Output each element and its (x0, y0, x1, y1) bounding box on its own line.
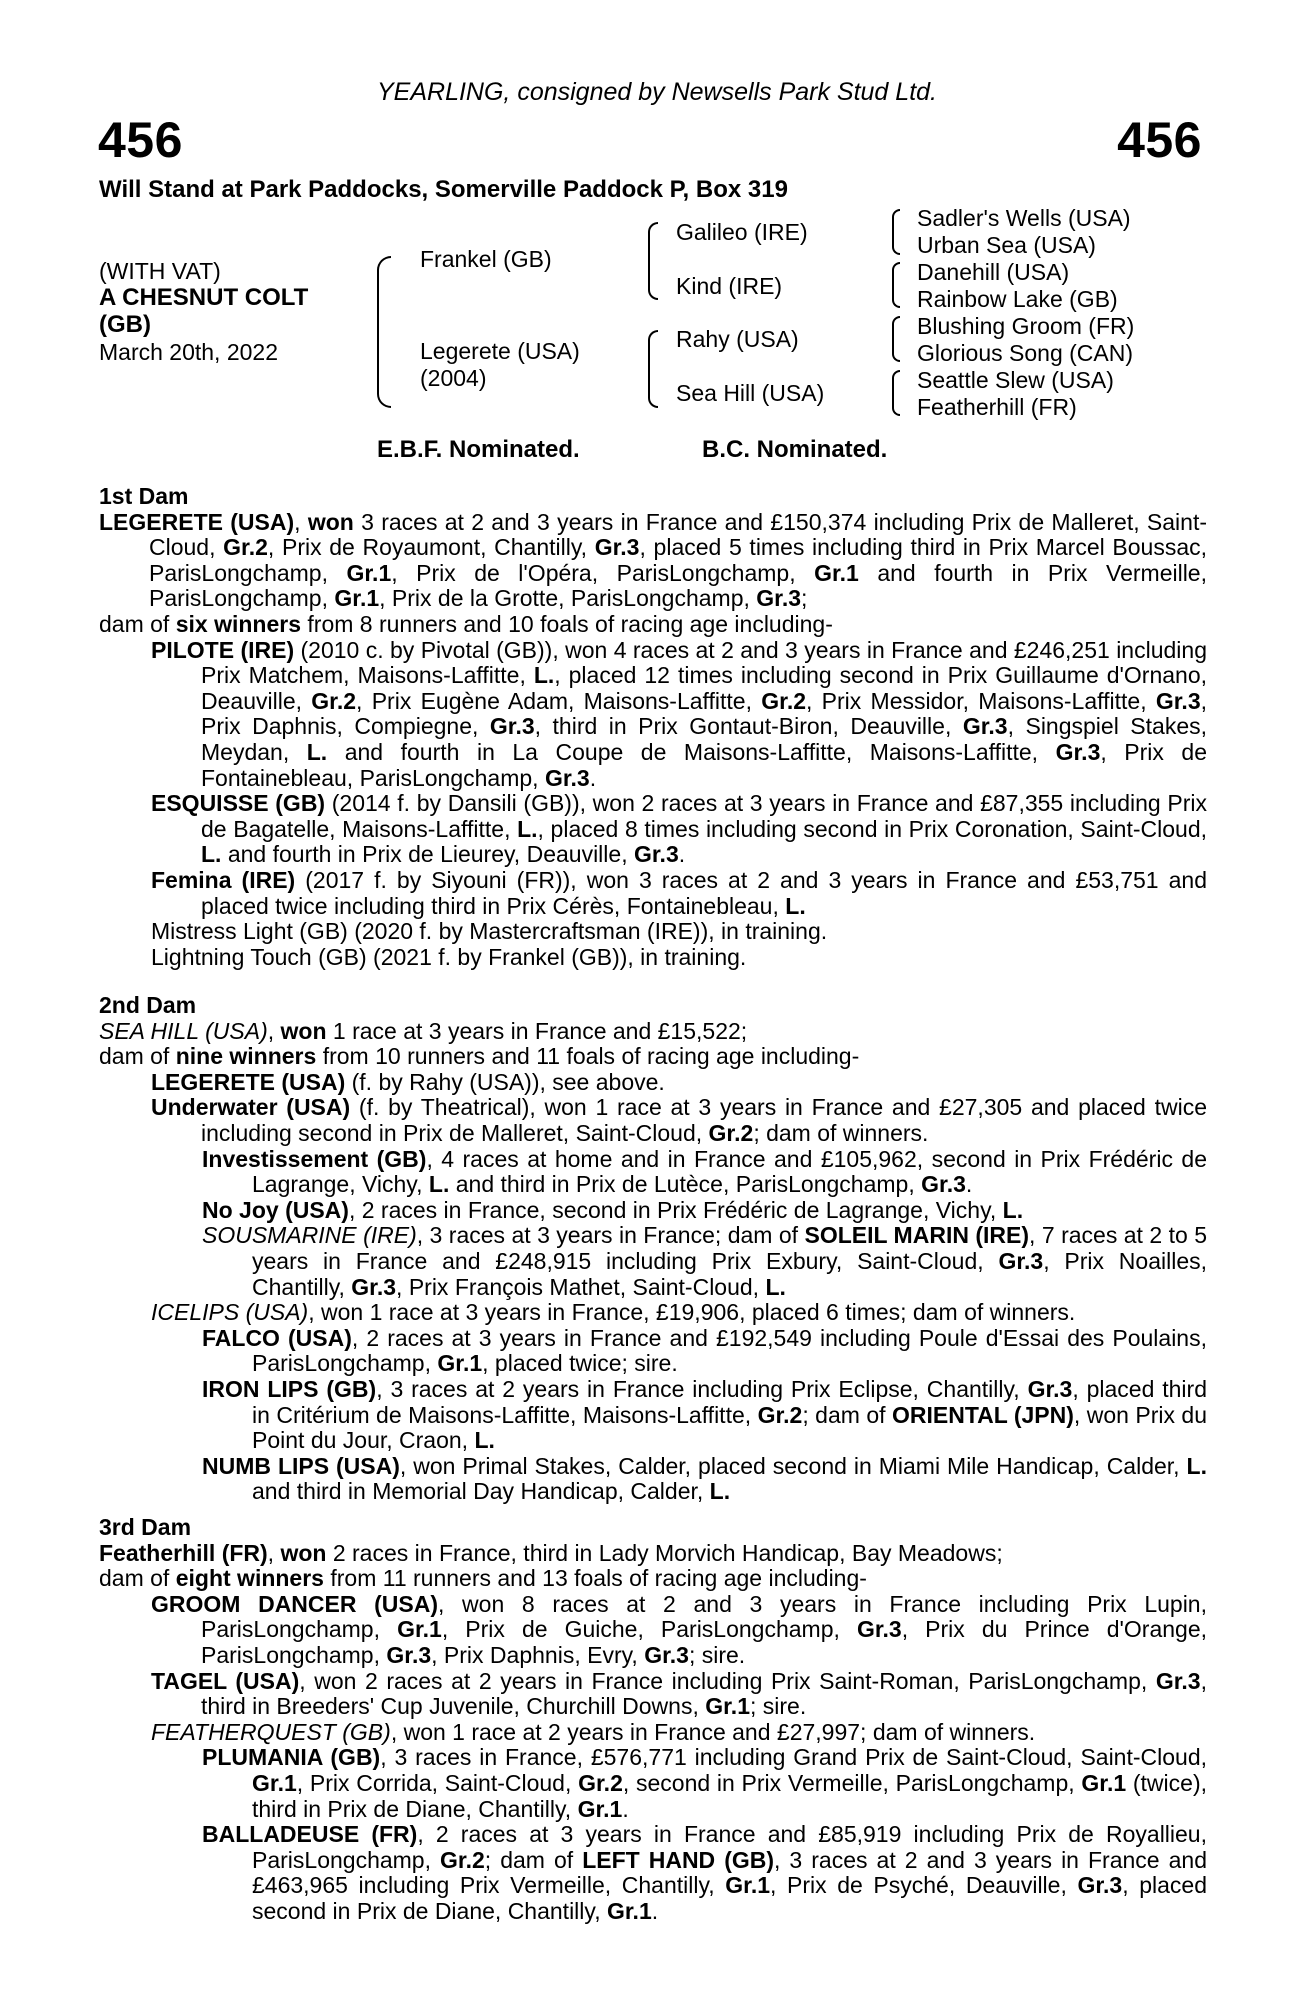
produce-entry: Lightning Touch (GB) (2021 f. by Frankel (GB)), in training. (151, 943, 747, 970)
produce-entry: PLUMANIA (GB), 3 races in France, £576,771 including Grand Prix de Saint-Cloud, Saint-Cloud, Gr.1, Prix Corrida, Saint-Cloud, Gr.2, second in Prix Vermeille, ParisLongchamp, Gr.1 (twice), third in Prix de Diane, Chantilly, Gr.1. (202, 1744, 1208, 1822)
third-dam-section (99, 1515, 1207, 1925)
great-grandparent: Rainbow Lake (GB) (917, 286, 1118, 312)
produce-entry: Underwater (USA) (f. by Theatrical), won 1 race at 3 years in France and £27,305 and placed twice including second in Prix de Malleret, Saint-Cloud, Gr.2; dam of winners. (151, 1094, 1207, 1146)
ebf-nomination: E.B.F. Nominated. (377, 436, 580, 463)
vat-note: (WITH VAT) (99, 258, 221, 284)
stand-location: Will Stand at Park Paddocks, Somerville Paddock P, Box 319 (99, 176, 788, 203)
consignment-line: YEARLING, consigned by Newsells Park Stud Ltd. (377, 78, 937, 106)
great-grandparent: Glorious Song (CAN) (917, 340, 1134, 366)
pedigree-brace (377, 256, 391, 408)
bc-nomination: B.C. Nominated. (702, 436, 888, 463)
produce-entry: No Joy (USA), 2 races in France, second in Prix Frédéric de Lagrange, Vichy, L. (202, 1196, 1024, 1223)
great-grandparent: Urban Sea (USA) (917, 232, 1096, 258)
produce-summary: dam of nine winners from 10 runners and 11 foals of racing age including- (99, 1043, 860, 1070)
second-dam-section (99, 993, 1207, 1505)
produce-entry: GROOM DANCER (USA), won 8 races at 2 and 3 years in France including Prix Lupin, ParisLongchamp, Gr.1, Prix de Guiche, ParisLongchamp, Gr.3, Prix du Prince d'Orange, ParisLongchamp, Gr.3, Prix Daphnis, Evry, Gr.3; sire. (151, 1590, 1208, 1668)
granddam-2: Sea Hill (USA) (676, 380, 825, 406)
grandsire-1: Galileo (IRE) (676, 219, 808, 245)
produce-entry: Mistress Light (GB) (2020 f. by Mastercraftsman (IRE)), in training. (151, 918, 828, 945)
produce-entry: BALLADEUSE (FR), 2 races at 3 years in France and £85,919 including Prix de Royallieu, ParisLongchamp, Gr.2; dam of LEFT HAND (GB), 3 races at 2 and 3 years in France and £463,965 including Prix Vermeille, Chantilly, Gr.1, Prix de Psyché, Deauville, Gr.3, placed second in Prix de Diane, Chantilly, Gr.1. (202, 1821, 1207, 1924)
first-dam-section (99, 484, 1207, 970)
great-grandparent: Danehill (USA) (917, 259, 1070, 285)
produce-entry: TAGEL (USA), won 2 races at 2 years in France including Prix Saint-Roman, ParisLongchamp, Gr.3, third in Breeders' Cup Juvenile, Churchill Downs, Gr.1; sire. (151, 1667, 1207, 1720)
grandsire-2: Rahy (USA) (676, 326, 799, 352)
great-grandparent: Blushing Groom (FR) (917, 313, 1135, 339)
sire-name: Frankel (GB) (420, 246, 552, 272)
dam-entry: SEA HILL (USA), won 1 race at 3 years in France and £15,522; (99, 1017, 748, 1044)
lot-number-right: 456 (1117, 112, 1202, 168)
pedigree-brace (648, 330, 658, 408)
produce-summary: dam of six winners from 8 runners and 10 foals of racing age including- (99, 610, 833, 637)
section-heading: 3rd Dam (99, 1514, 192, 1540)
pedigree-brace (648, 222, 658, 300)
section-heading: 1st Dam (99, 483, 189, 509)
produce-entry: ICELIPS (USA), won 1 race at 3 years in France, £19,906, placed 6 times; dam of winners. (151, 1299, 1076, 1326)
produce-summary: dam of eight winners from 11 runners and 13 foals of racing age including- (99, 1565, 867, 1592)
dam-entry: LEGERETE (USA), won 3 races at 2 and 3 years in France and £150,374 including Prix de Malleret, Saint-Cloud, Gr.2, Prix de Royaumont, Chantilly, Gr.3, placed 5 times including third in Prix Marcel Boussac, ParisLongchamp, Gr.1, Prix de l'Opéra, ParisLongchamp, Gr.1 and fourth in Prix Vermeille, ParisLongchamp, Gr.1, Prix de la Grotte, ParisLongchamp, Gr.3; (99, 508, 1208, 612)
horse-country: (GB) (99, 311, 151, 338)
produce-entry: Investissement (GB), 4 races at home and in France and £105,962, second in Prix Frédéric de Lagrange, Vichy, L. and third in Prix de Lutèce, ParisLongchamp, Gr.3. (202, 1145, 1207, 1198)
great-grandparent: Featherhill (FR) (917, 394, 1077, 420)
horse-name: A CHESNUT COLT (99, 284, 309, 311)
dam-entry: Featherhill (FR), won 2 races in France, third in Lady Morvich Handicap, Bay Meadows; (99, 1539, 1003, 1566)
pedigree-brace (892, 370, 900, 416)
dam-name: Legerete (USA) (420, 338, 580, 364)
produce-entry: NUMB LIPS (USA), won Primal Stakes, Calder, placed second in Miami Mile Handicap, Calder, L. and third in Memorial Day Handicap, Calder, L. (202, 1452, 1207, 1505)
produce-entry: SOUSMARINE (IRE), 3 races at 3 years in France; dam of SOLEIL MARIN (IRE), 7 races at 2 to 5 years in France and £248,915 including Prix Exbury, Saint-Cloud, Gr.3, Prix Noailles, Chantilly, Gr.3, Prix François Mathet, Saint-Cloud, L. (202, 1222, 1207, 1300)
produce-entry: PILOTE (IRE) (2010 c. by Pivotal (GB)), won 4 races at 2 and 3 years in France and £246,251 including Prix Matchem, Maisons-Laffitte, L., placed 12 times including second in Prix Guillaume d'Ornano, Deauville, Gr.2, Prix Eugène Adam, Maisons-Laffitte, Gr.2, Prix Messidor, Maisons-Laffitte, Gr.3, Prix Daphnis, Compiegne, Gr.3, third in Prix Gontaut-Biron, Deauville, Gr.3, Singspiel Stakes, Meydan, L. and fourth in La Coupe de Maisons-Laffitte, Maisons-Laffitte, Gr.3, Prix de Fontainebleau, ParisLongchamp, Gr.3. (151, 636, 1208, 791)
pedigree-brace (892, 209, 900, 255)
produce-entry: LEGERETE (USA) (f. by Rahy (USA)), see above. (151, 1068, 665, 1095)
pedigree-brace (892, 262, 900, 308)
granddam-1: Kind (IRE) (676, 273, 783, 299)
produce-entry: IRON LIPS (GB), 3 races at 2 years in France including Prix Eclipse, Chantilly, Gr.3, placed third in Critérium de Maisons-Laffitte, Maisons-Laffitte, Gr.2; dam of ORIENTAL (JPN), won Prix du Point du Jour, Craon, L. (202, 1375, 1207, 1454)
dam-year: (2004) (420, 365, 487, 391)
produce-entry: FALCO (USA), 2 races at 3 years in France and £192,549 including Poule d'Essai des Poulains, ParisLongchamp, Gr.1, placed twice; sire. (202, 1324, 1207, 1377)
lot-number-left: 456 (98, 112, 183, 168)
produce-entry: Femina (IRE) (2017 f. by Siyouni (FR)), won 3 races at 2 and 3 years in France and £53,751 and placed twice including third in Prix Cérès, Fontainebleau, L. (151, 866, 1207, 919)
foaled-date: March 20th, 2022 (99, 339, 279, 365)
produce-entry: ESQUISSE (GB) (2014 f. by Dansili (GB)), won 2 races at 3 years in France and £87,355 including Prix de Bagatelle, Maisons-Laffitte, L., placed 8 times including second in Prix Coronation, Saint-Cloud, L. and fourth in Prix de Lieurey, Deauville, Gr.3. (151, 790, 1207, 868)
great-grandparent: Seattle Slew (USA) (917, 367, 1114, 393)
section-heading: 2nd Dam (99, 992, 197, 1018)
great-grandparent: Sadler's Wells (USA) (917, 205, 1131, 231)
produce-entry: FEATHERQUEST (GB), won 1 race at 2 years in France and £27,997; dam of winners. (151, 1718, 1036, 1745)
pedigree-brace (892, 316, 900, 362)
